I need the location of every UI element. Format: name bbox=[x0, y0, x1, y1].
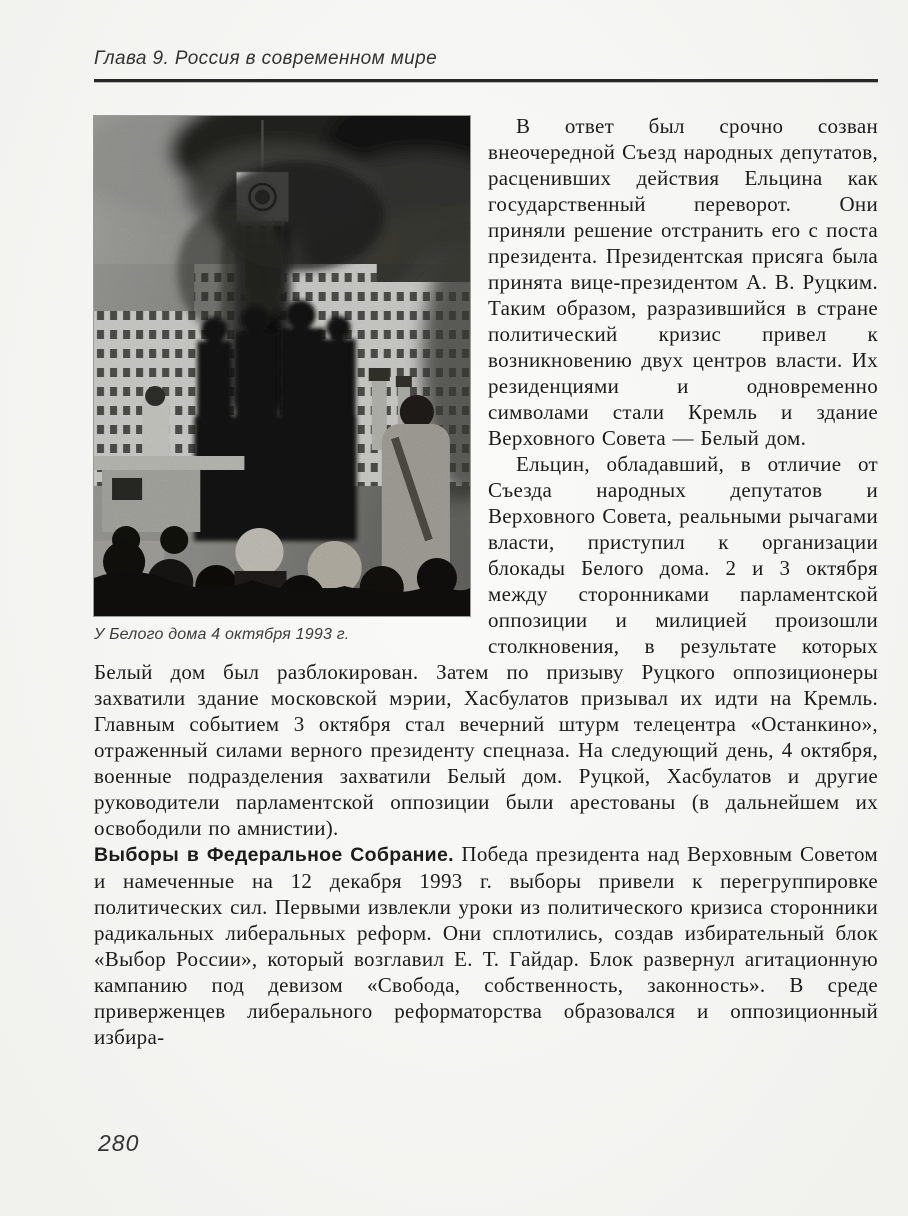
photo-figure bbox=[94, 116, 470, 644]
header-rule bbox=[94, 79, 878, 82]
paragraph-response: В ответ был срочно созван внеочередной Съезд народных депутатов, расценивших действия Ельцина как государственный переворот. Они приняли решение отстранить его с поста президента. Президентская присяга была принята вице-президентом А. В. Руцким. Таким образом, разразившийся в стране политический кризис привел к возникновению двух центров власти. Их резиденциями и одновременно символами стали Кремль и здание Верховного Совета — Белый дом. bbox=[488, 114, 878, 450]
page-number: 280 bbox=[98, 1130, 140, 1156]
paragraph-elections bbox=[94, 841, 878, 1050]
paragraph-elections-lead: Выборы в Федеральное Собрание. bbox=[94, 844, 454, 866]
chapter-title: Глава 9. Россия в современном мире bbox=[94, 48, 438, 69]
page-content bbox=[94, 113, 878, 1050]
paragraph-yeltsin-blockade: Ельцин, обладавший, в отличие от Съезда народных депутатов и Верховного Совета, реальными рычагами власти, приступил к организации блокады Белого дома. 2 и 3 октября между сторонниками парламентской оппозиции и милицией произошли столкновения, в результате которых Белый дом был разблокирован. Затем по призыву Руцкого оппозиционеры захватили здание московской мэрии, Хасбулатов призывал их идти на Кремль. Главным событием 3 октября стал вечерний штурм телецентра «Останкино», отраженный силами верного президенту спецназа. На следующий день, 4 октября, военные подразделения захватили Белый дом. Руцкой, Хасбулатов и другие руководители парламентской оппозиции были арестованы (в дальнейшем их освободили по амнистии). bbox=[94, 452, 878, 840]
photo-caption: У Белого дома 4 октября 1993 г. bbox=[94, 626, 350, 643]
white-house-photo-image bbox=[94, 116, 470, 616]
chapter-header bbox=[94, 48, 878, 82]
paragraph-elections-text: Победа президента над Верховным Советом и намеченные на 12 декабря 1993 г. выборы привели к перегруппировке политических сил. Первыми извлекли уроки из политического кризиса сторонники радикальных либеральных реформ. Они сплотились, создав избирательный блок «Выбор России», который возглавил Е. Т. Гайдар. Блок развернул агитационную кампанию под девизом «Свобода, собственность, законность». В среде приверженцев либерального реформаторства образовался и оппозиционный избира- bbox=[94, 842, 878, 1049]
white-house-photo bbox=[94, 116, 470, 616]
